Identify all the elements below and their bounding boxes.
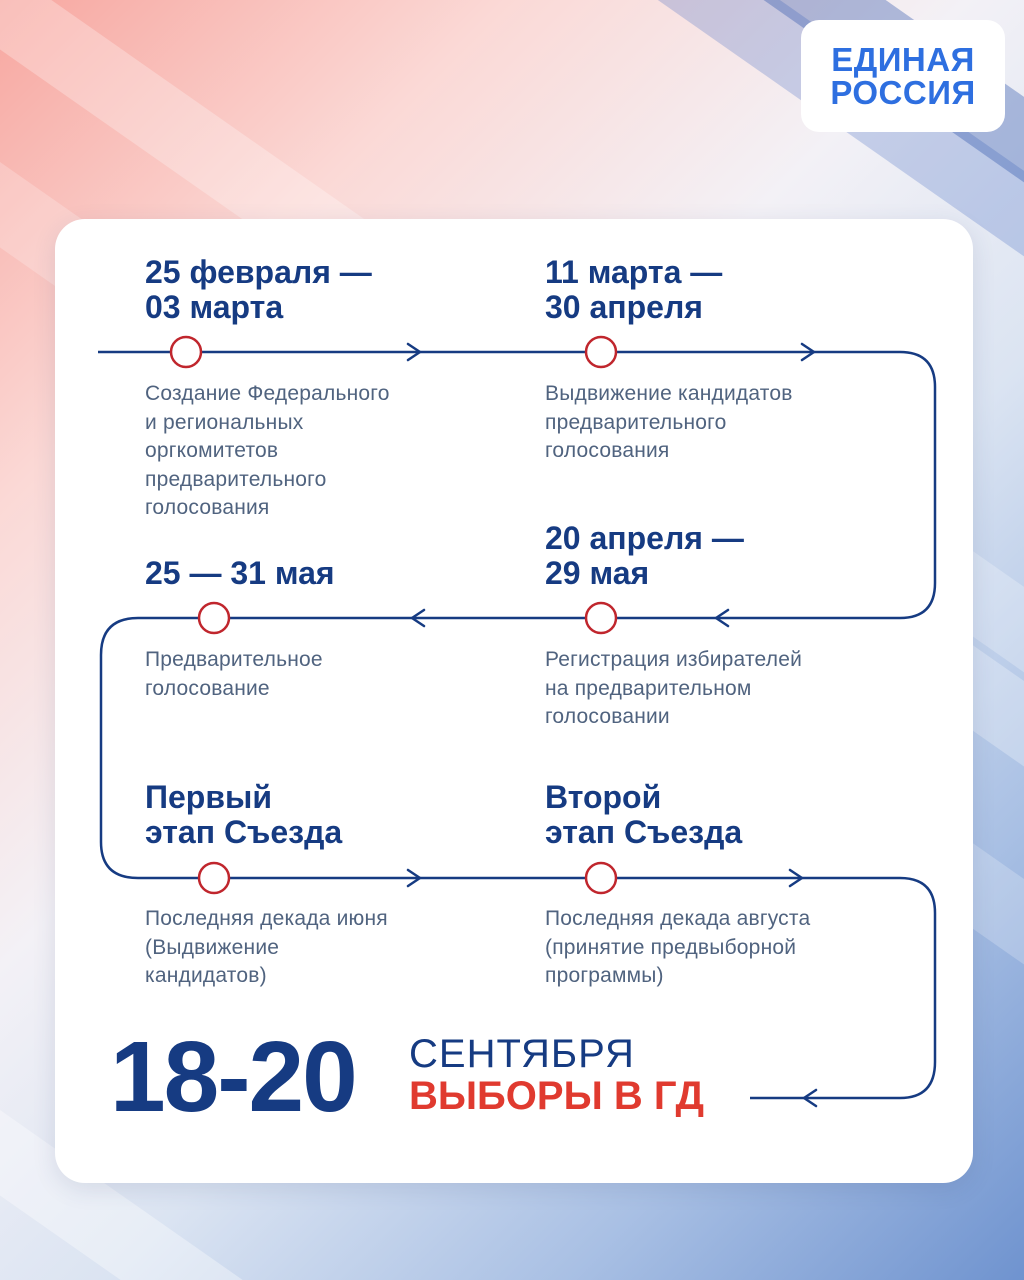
milestone-6-description: Последняя декада августа (принятие предвыборной программы): [545, 907, 811, 987]
milestone-marker: [586, 863, 616, 893]
logo-line-2: РОССИЯ: [830, 74, 976, 111]
milestone-6-date: Второй этап Съезда: [545, 779, 743, 850]
milestone-3-description: Предварительное голосование: [145, 648, 323, 700]
milestone-3-date: 25 — 31 мая: [145, 555, 335, 591]
milestone-marker: [586, 337, 616, 367]
milestone-marker: [171, 337, 201, 367]
milestone-1-date: 25 февраля — 03 марта: [145, 254, 372, 325]
election-month: СЕНТЯБРЯ: [409, 1032, 635, 1076]
logo-line-1: ЕДИНАЯ: [831, 41, 975, 78]
milestone-1-description: Создание Федерального и региональных оргкомитетов предварительного голосования: [145, 382, 390, 519]
milestone-4-description: Регистрация избирателей на предварительном голосовании: [545, 648, 802, 728]
election-dates: 18-20: [110, 1021, 356, 1133]
election-title: ВЫБОРЫ В ГД: [409, 1074, 705, 1118]
milestone-2-description: Выдвижение кандидатов предварительного голосования: [545, 382, 793, 462]
milestone-5-date: Первый этап Съезда: [145, 779, 343, 850]
milestone-marker: [586, 603, 616, 633]
milestone-2-date: 11 марта — 30 апреля: [545, 254, 723, 325]
milestone-marker: [199, 863, 229, 893]
milestone-5-description: Последняя декада июня (Выдвижение кандидатов): [145, 907, 388, 987]
milestone-4-date: 20 апреля — 29 мая: [545, 520, 744, 591]
milestone-marker: [199, 603, 229, 633]
